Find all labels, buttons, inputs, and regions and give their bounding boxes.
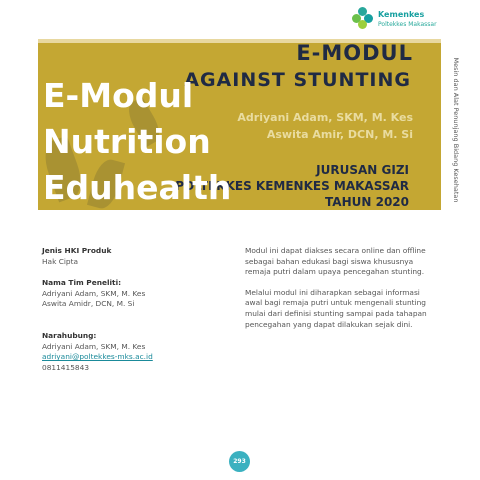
kemenkes-logo	[352, 7, 452, 33]
banner-department: JURUSAN GIZI	[316, 163, 409, 177]
details-column	[42, 246, 227, 373]
overlay-title-line1: E-Modul	[43, 76, 194, 115]
description-column	[245, 246, 437, 330]
banner-author-2: Aswita Amir, DCN, M. Si	[266, 128, 413, 141]
overlay-title-line3: Eduhealth	[43, 168, 232, 207]
contact-email-link[interactable]: adriyani@poltekkes-mks.ac.id	[42, 352, 153, 362]
contact-name: Adriyani Adam, SKM, M. Kes	[42, 341, 146, 351]
contact-label: Narahubung:	[42, 330, 97, 340]
overlay-title-line2: Nutrition	[43, 122, 211, 161]
banner-year: TAHUN 2020	[325, 195, 409, 209]
logo-subtitle: Poltekkes Makassar	[378, 21, 437, 28]
logo-title: Kemenkes	[378, 10, 425, 19]
team-member: Aswita Amidr, DCN, M. Si	[42, 299, 135, 309]
kemenkes-logo-icon	[352, 7, 374, 29]
description-paragraph-2: Melalui modul ini diharapkan sebagai informasi awal bagi remaja putri untuk mengenali stunting mulai dari definisi stunting sampai pada tahapan pencegahan yang dapat dilakukan sejak dini.	[245, 287, 427, 329]
side-category-label: Mesin dan Alat Penunjang Bidang Kesehatan	[452, 57, 460, 203]
banner-author-1: Adriyani Adam, SKM, M. Kes	[237, 111, 413, 124]
banner-institution: POLTEKKES KEMENKES MAKASSAR	[175, 179, 409, 193]
contact-phone: 0811415843	[42, 362, 90, 372]
side-category	[444, 44, 464, 224]
page-number-badge: 293	[229, 451, 250, 472]
banner-title-line2: AGAINST STUNTING	[184, 69, 411, 91]
description-paragraph-1: Modul ini dapat diakses secara online dan offline sebagai bahan edukasi bagi siswa khususnya remaja putri dalam upaya pencegahan stunting.	[245, 246, 426, 277]
hki-label: Jenis HKI Produk	[42, 246, 112, 255]
team-label: Nama Tim Peneliti:	[42, 278, 122, 288]
team-member: Adriyani Adam, SKM, M. Kes	[42, 288, 146, 298]
banner-title-line1: E-MODUL	[296, 41, 413, 65]
hki-value: Hak Cipta	[42, 256, 79, 266]
